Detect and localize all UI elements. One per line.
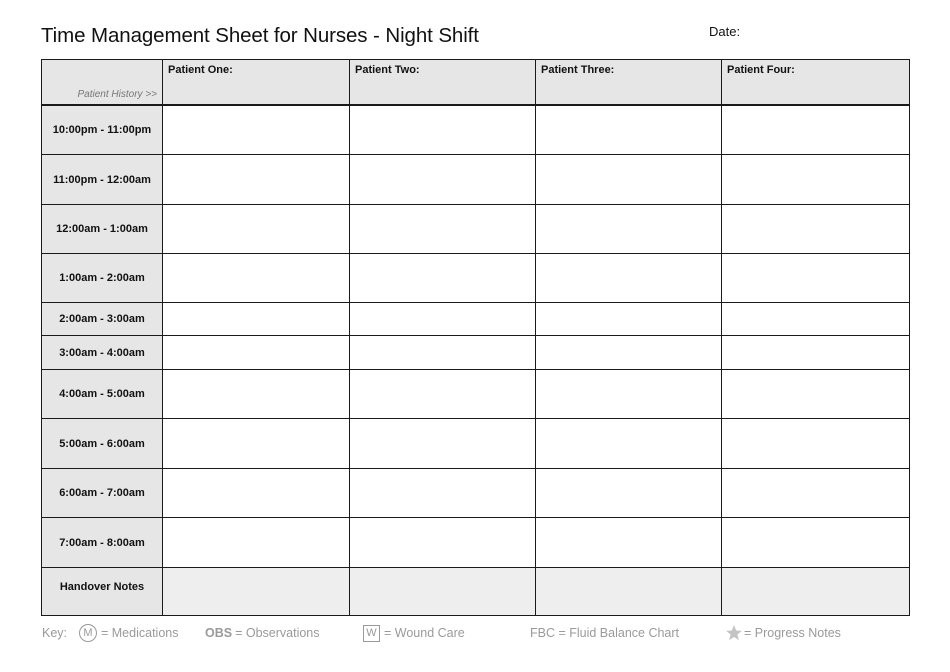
legend-medications (79, 622, 178, 644)
patient-four-cell[interactable] (722, 518, 910, 568)
patient-three-cell[interactable] (536, 205, 722, 254)
patient-one-cell[interactable] (163, 303, 350, 336)
patient-one-cell[interactable] (163, 370, 350, 419)
patient-three-cell[interactable] (536, 336, 722, 370)
table-row (42, 155, 910, 205)
patient-two-cell[interactable] (350, 469, 536, 518)
patient-two-cell[interactable] (350, 105, 536, 155)
patient-four-cell[interactable] (722, 254, 910, 303)
patient-three-header: Patient Three: (536, 60, 722, 105)
patient-one-cell[interactable] (163, 105, 350, 155)
patient-one-cell[interactable] (163, 336, 350, 370)
patient-two-cell[interactable] (350, 155, 536, 205)
patient-three-cell[interactable] (536, 469, 722, 518)
patient-two-cell[interactable] (350, 205, 536, 254)
table-row (42, 254, 910, 303)
patient-three-cell[interactable] (536, 155, 722, 205)
table-row (42, 336, 910, 370)
patient-history-label: Patient History >> (77, 88, 157, 100)
patient-two-cell[interactable] (350, 370, 536, 419)
patient-one-cell[interactable] (163, 254, 350, 303)
patient-four-cell[interactable] (722, 336, 910, 370)
patient-two-cell[interactable] (350, 419, 536, 469)
patient-one-header: Patient One: (163, 60, 350, 105)
table-row (42, 205, 910, 254)
patient-two-cell[interactable] (350, 254, 536, 303)
legend-progress-notes (725, 622, 841, 644)
time-slot-label: 5:00am - 6:00am (42, 419, 163, 469)
patient-three-cell[interactable] (536, 518, 722, 568)
patient-three-cell[interactable] (536, 419, 722, 469)
patient-four-cell[interactable] (722, 469, 910, 518)
medications-circle-icon: M (79, 624, 97, 642)
patient-three-cell[interactable] (536, 105, 722, 155)
handover-patient-one-cell[interactable] (163, 568, 350, 616)
legend-key-label: Key: (42, 626, 68, 640)
patient-two-cell[interactable] (350, 518, 536, 568)
patient-four-cell[interactable] (722, 370, 910, 419)
patient-two-header: Patient Two: (350, 60, 536, 105)
patient-four-cell[interactable] (722, 105, 910, 155)
time-slot-label: 10:00pm - 11:00pm (42, 105, 163, 155)
table-row (42, 419, 910, 469)
time-slot-label: 3:00am - 4:00am (42, 336, 163, 370)
wound-box-icon: W (363, 625, 380, 642)
patient-one-cell[interactable] (163, 419, 350, 469)
time-slot-label: 12:00am - 1:00am (42, 205, 163, 254)
patient-four-header: Patient Four: (722, 60, 910, 105)
patient-history-header (42, 60, 163, 105)
patient-two-cell[interactable] (350, 303, 536, 336)
legend-observations (205, 622, 320, 644)
star-icon (725, 624, 743, 642)
table-row (42, 105, 910, 155)
header-row (42, 60, 910, 105)
date-label: Date: (709, 24, 741, 39)
patient-four-cell[interactable] (722, 205, 910, 254)
patient-one-cell[interactable] (163, 205, 350, 254)
legend-observations-text: = Observations (235, 626, 320, 640)
time-slot-label: 11:00pm - 12:00am (42, 155, 163, 205)
handover-notes-label: Handover Notes (42, 568, 163, 616)
table-row (42, 518, 910, 568)
handover-patient-two-cell[interactable] (350, 568, 536, 616)
handover-row (42, 568, 910, 616)
patient-two-cell[interactable] (350, 336, 536, 370)
table-row (42, 370, 910, 419)
schedule-table (41, 59, 910, 616)
table-row (42, 303, 910, 336)
legend-wound-text: = Wound Care (384, 626, 465, 640)
patient-one-cell[interactable] (163, 155, 350, 205)
patient-three-cell[interactable] (536, 370, 722, 419)
observations-symbol: OBS (205, 626, 233, 640)
patient-three-cell[interactable] (536, 303, 722, 336)
legend-progress-text: = Progress Notes (744, 626, 841, 640)
handover-patient-three-cell[interactable] (536, 568, 722, 616)
table-row (42, 469, 910, 518)
legend-wound-care (363, 622, 465, 644)
legend (0, 622, 950, 646)
patient-four-cell[interactable] (722, 303, 910, 336)
legend-medications-text: = Medications (101, 626, 179, 640)
patient-three-cell[interactable] (536, 254, 722, 303)
patient-one-cell[interactable] (163, 518, 350, 568)
time-slot-label: 7:00am - 8:00am (42, 518, 163, 568)
handover-patient-four-cell[interactable] (722, 568, 910, 616)
time-slot-label: 1:00am - 2:00am (42, 254, 163, 303)
page-title: Time Management Sheet for Nurses - Night Shift (41, 24, 479, 47)
time-slot-label: 4:00am - 5:00am (42, 370, 163, 419)
patient-four-cell[interactable] (722, 419, 910, 469)
legend-fluid-balance: FBC = Fluid Balance Chart (530, 626, 680, 640)
patient-four-cell[interactable] (722, 155, 910, 205)
time-slot-label: 2:00am - 3:00am (42, 303, 163, 336)
patient-one-cell[interactable] (163, 469, 350, 518)
time-slot-label: 6:00am - 7:00am (42, 469, 163, 518)
